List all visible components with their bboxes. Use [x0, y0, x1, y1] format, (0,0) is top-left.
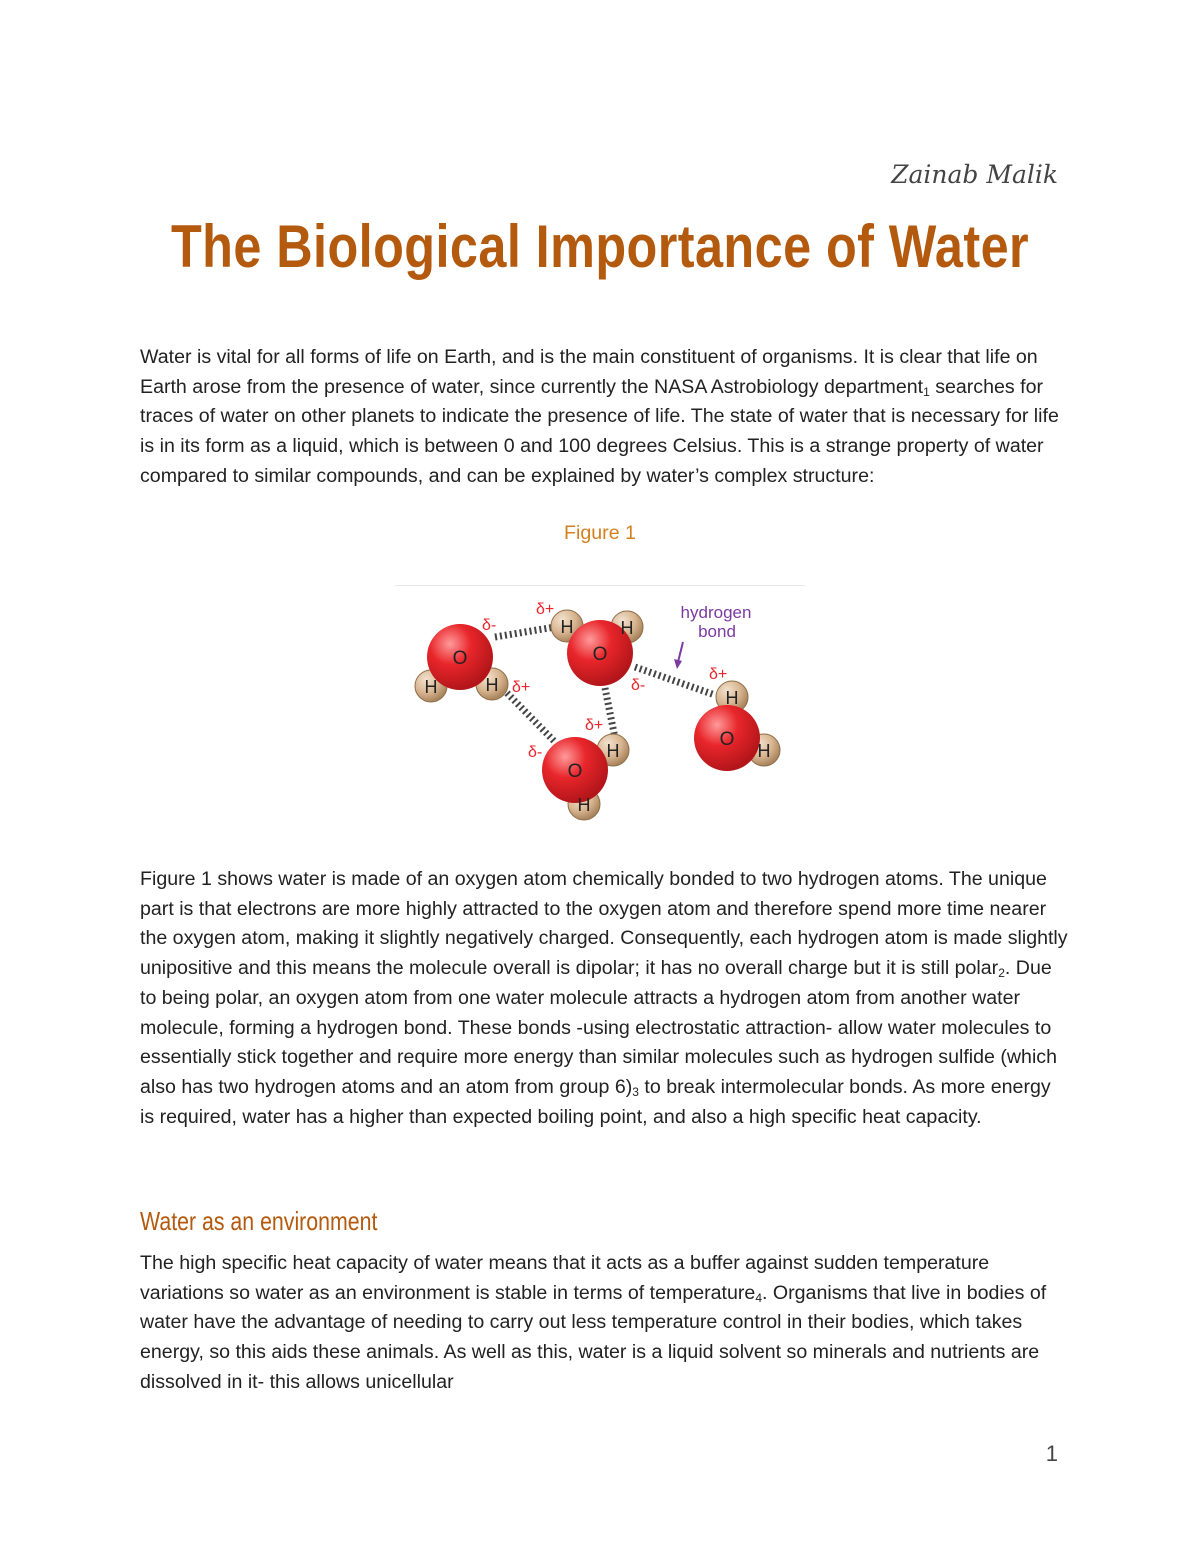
environment-text: The high specific heat capacity of water means that it acts as a buffer against sudden temperature variations so water as an environment is stable in terms of temperature	[140, 1252, 990, 1304]
delta-minus-label: δ-	[528, 744, 543, 761]
structure-paragraph	[140, 865, 1070, 1132]
footnote-ref-4: 4	[755, 1290, 762, 1305]
oxygen-label: O	[452, 648, 468, 669]
hydrogen-label: H	[424, 677, 438, 697]
hydrogen-label: H	[606, 741, 620, 761]
hydrogen-bond	[507, 693, 555, 742]
callout-label-line1: hydrogen	[680, 603, 752, 622]
author-name: Zainab Malik	[891, 160, 1058, 189]
oxygen-label: O	[567, 761, 583, 782]
hydrogen-label: H	[577, 795, 591, 815]
water-molecule	[542, 734, 629, 820]
hydrogen-bond	[605, 688, 615, 738]
delta-minus-label: δ-	[631, 677, 646, 694]
hydrogen-label: H	[560, 617, 574, 637]
figure-caption: Figure 1	[564, 522, 636, 544]
structure-text: Figure 1 shows water is made of an oxygen atom chemically bonded to two hydrogen atoms. The unique part is that electrons are more highly attracted to the oxygen atom and therefore spend more time nearer the oxygen atom, making it slightly negatively charged. Consequently, each hydrogen atom is made slightly unipositive and this means the molecule overall is dipolar; it has no overall charge but it is still polar	[140, 868, 1068, 980]
callout-label-line2: bond	[698, 622, 736, 641]
intro-text: Water is vital for all forms of life on Earth, and is the main constituent of organisms. It is clear that life on Earth arose from the presence of water, since currently the NASA Astrobiology department	[140, 346, 1038, 398]
water-molecule	[415, 624, 508, 702]
structure-text-end: to break intermolecular bonds. As more energy is required, water has a higher than expected boiling point, and also a high specific heat capacity.	[140, 1075, 1051, 1128]
footnote-ref-3: 3	[632, 1084, 639, 1099]
figure-divider	[395, 585, 805, 586]
water-hydrogen-bond-diagram	[395, 590, 825, 835]
oxygen-label: O	[719, 729, 735, 750]
footnote-ref-1: 1	[923, 384, 930, 399]
oxygen-label: O	[592, 644, 608, 665]
environment-paragraph	[140, 1249, 1070, 1398]
structure-text-cont: . Due to being polar, an oxygen atom from one water molecule attracts a hydrogen atom from another water molecule, forming a hydrogen bond. These bonds -using electrostatic attraction- allow water molecules to essentially stick together and require more energy than similar molecules such as hydrogen sulfide (which also has two hydrogen atoms and an atom from group 6)	[140, 957, 1058, 1098]
delta-plus-label: δ+	[536, 601, 555, 618]
hydrogen-bond	[495, 627, 555, 637]
callout-arrowhead	[674, 659, 682, 669]
hydrogen-label: H	[620, 618, 634, 638]
section-heading: Water as an environment	[140, 1206, 378, 1236]
environment-text-cont: . Organisms that live in bodies of water have the advantage of needing to carry out less temperature control in their bodies, which takes energy, so this aids these animals. As well as this, water is a liquid solvent so minerals and nutrients are dissolved in it- this allows unicellular	[140, 1281, 1047, 1393]
intro-text-cont: searches for traces of water on other planets to indicate the presence of life. The state of water that is necessary for life is in its form as a liquid, which is between 0 and 100 degrees Celsius. This is a strange property of water compared to similar compounds, and can be explained by water’s complex structure:	[140, 375, 1059, 487]
footnote-ref-2: 2	[998, 966, 1005, 981]
document-title: The Biological Importance of Water	[170, 213, 1030, 280]
delta-minus-label: δ-	[482, 617, 497, 634]
delta-plus-label: δ+	[512, 679, 531, 696]
delta-plus-label: δ+	[709, 666, 728, 683]
hydrogen-bond	[635, 667, 715, 695]
water-molecule	[551, 610, 643, 686]
callout-arrow	[678, 642, 683, 662]
page-number: 1	[1045, 1441, 1058, 1466]
intro-paragraph	[140, 343, 1070, 492]
hydrogen-label: H	[485, 675, 499, 695]
delta-plus-label: δ+	[585, 717, 604, 734]
hydrogen-label: H	[757, 741, 771, 761]
hydrogen-label: H	[725, 688, 739, 708]
